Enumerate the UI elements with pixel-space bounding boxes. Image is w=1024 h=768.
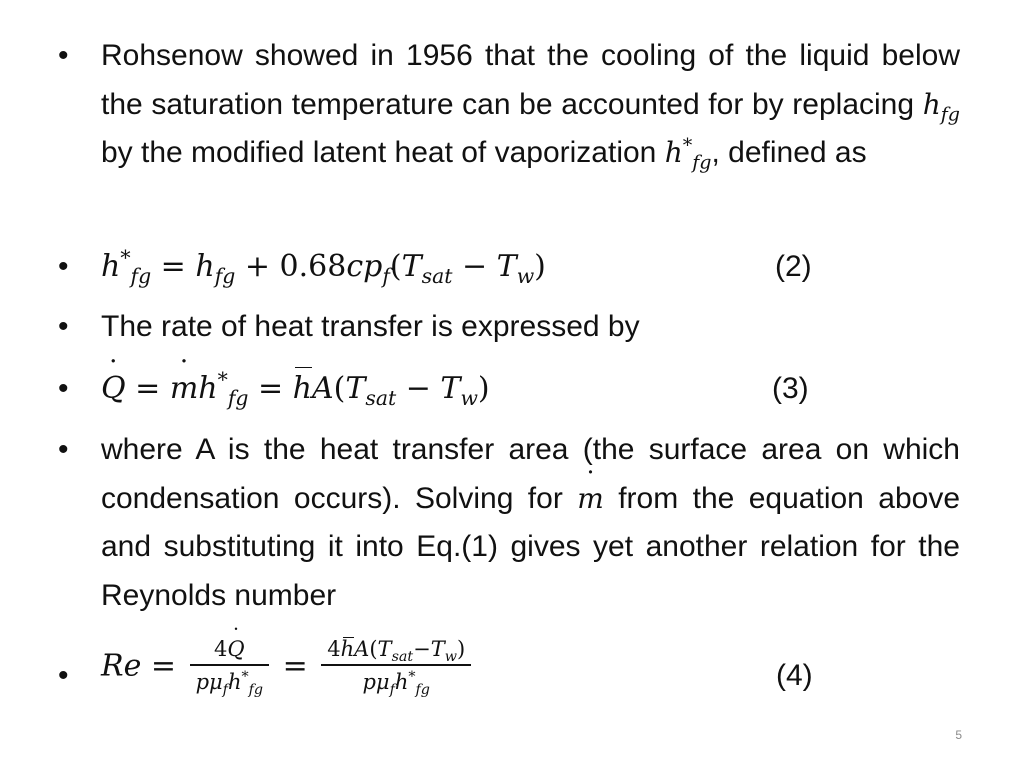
math-subscript: w [516,264,535,288]
math-superscript: * [241,669,249,685]
bullet-marker: • [58,310,69,343]
bullet-marker: • [58,250,69,283]
math-operator: = [125,371,170,406]
math-subscript: f [222,682,228,699]
math-paren: ( [369,637,378,661]
paragraph-rate: The rate of heat transfer is expressed by [101,310,640,343]
fraction-2-denominator [321,666,471,699]
math-operator: = [248,371,293,406]
math-hfg [922,87,960,126]
math-symbol: A [354,637,370,661]
math-symbol: T [496,249,517,284]
fraction-2-numerator [321,636,471,666]
bullet-marker: • [58,372,69,405]
math-symbol: T [430,637,445,661]
math-symbol-re: Re [101,648,142,684]
equation-2 [101,243,546,291]
math-operator: = [141,648,186,684]
math-number: 4 [327,637,341,661]
math-symbol: μ [209,670,223,694]
equation-number-3: (3) [772,372,809,405]
equation-3 [101,365,490,413]
math-superscript: * [408,669,416,685]
paragraph-text: from the equation above and substituting it into Eq.(1) gives yet another relation for the Reynolds number [101,481,961,612]
math-operator: + [235,249,280,284]
math-subscript: fg [227,386,249,410]
math-symbol: μ [375,670,390,694]
math-subscript: sat [365,386,397,410]
equation-number-4: (4) [776,659,813,692]
math-symbol: p [362,670,376,694]
math-operator: − [413,637,431,661]
math-mdot: m ˙ [577,475,604,524]
paragraph-text: where A is the heat transfer area (the surface area on which condensation occurs). Solving for [101,433,960,515]
math-symbol-qdot: Q ˙ [101,365,126,413]
math-operator: = [151,249,196,284]
equation-4 [101,636,475,699]
math-number: 0.68 [279,249,347,284]
math-symbol: h [922,87,941,121]
math-symbol-qdot: Q ˙ [227,636,244,662]
fraction-1-denominator [190,666,269,699]
math-subscript: f [389,682,395,699]
math-symbol: T [401,249,422,284]
bullet-marker: • [58,433,69,466]
math-symbol-mdot: m ˙ [170,365,198,413]
math-subscript: w [460,386,478,410]
math-paren: ) [456,637,466,661]
math-superscript: * [217,368,228,392]
paragraph-text: Rohsenow showed in 1956 that the cooling of the liquid below the saturation temperature can be accounted for by replacing [101,39,960,121]
math-symbol: T [440,371,461,406]
math-symbol: h [195,249,215,284]
math-symbol: A [311,371,334,406]
fraction-1 [190,636,269,699]
math-symbol: h [101,249,121,284]
math-subscript: w [444,649,457,666]
paragraph-text: by the modified latent heat of vaporization [101,136,665,169]
math-subscript: fg [940,103,960,126]
math-superscript: * [120,246,131,270]
math-paren: ) [477,371,490,406]
math-hstar-fg [664,134,712,174]
fraction-2 [321,636,471,699]
paragraph-area [101,426,960,620]
math-operator: − [452,249,497,284]
math-subscript: sat [391,649,414,666]
math-subscript: f [382,264,390,288]
bullet-marker: • [58,659,69,692]
math-symbol: h [198,371,218,406]
paragraph-text: , defined as [711,136,867,169]
bullet-marker: • [58,39,69,72]
math-operator: = [273,648,318,684]
math-symbol: T [377,637,392,661]
math-paren: ) [534,249,546,284]
math-symbol: T [345,371,366,406]
math-symbol-hbar: h [340,637,355,661]
math-subscript: fg [415,682,430,699]
equation-number-2: (2) [775,250,812,283]
math-subscript: fg [214,264,236,288]
fraction-1-numerator [190,636,269,666]
math-symbol: cp [346,249,383,284]
math-subscript: fg [692,151,712,174]
page-number: 5 [955,728,962,742]
math-paren: ( [389,249,402,284]
math-symbol: h [394,670,409,694]
math-subscript: fg [130,264,152,288]
math-subscript: fg [248,682,264,699]
math-superscript: * [682,134,693,157]
math-operator: − [396,371,441,406]
math-paren: ( [333,371,346,406]
math-symbol: h [664,136,683,169]
math-number: 4 [214,637,228,661]
math-subscript: sat [421,264,453,288]
math-symbol: p [195,670,210,694]
math-symbol-hbar: h [293,365,312,413]
paragraph-rohsenow [101,32,960,178]
math-symbol: h [227,670,242,694]
